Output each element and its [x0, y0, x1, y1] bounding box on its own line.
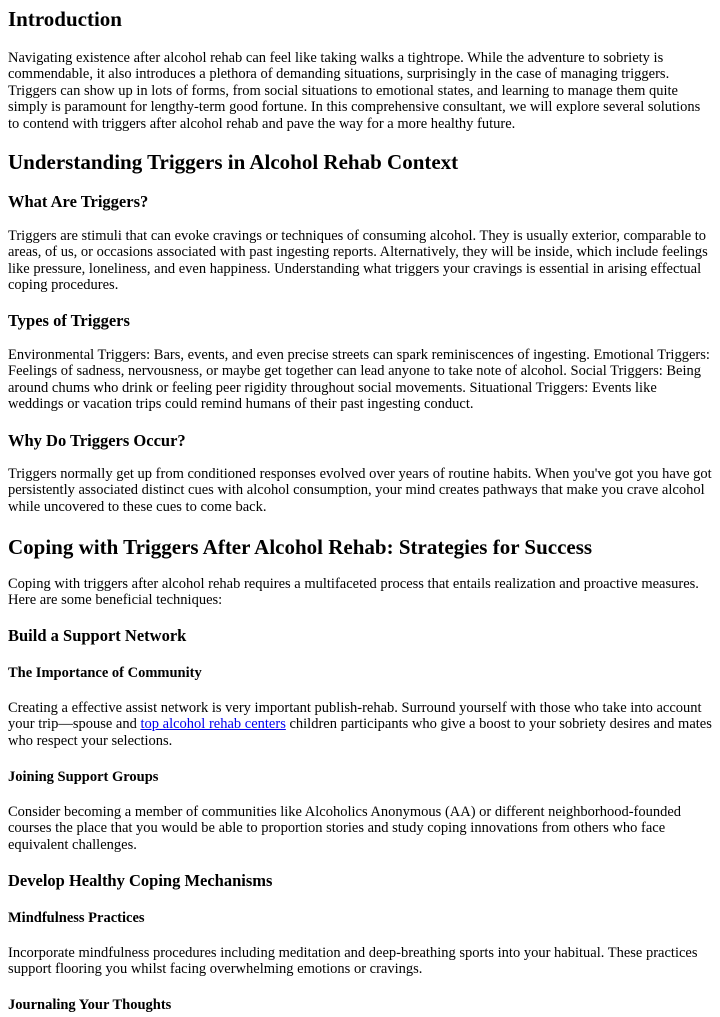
paragraph-what-are-triggers: Triggers are stimuli that can evoke cravings or techniques of consuming alcohol. They is usually exterior, comparable to areas, of us, or occasions associated with past ingesting reports. Alternatively, they will be inside, which include feelings like pressure, loneliness, and even happiness. Understanding what triggers your cravings is essential in arising effectual coping procedures. [8, 228, 708, 294]
heading-mindfulness-practices: Mindfulness Practices [8, 910, 145, 926]
heading-what-are-triggers: What Are Triggers? [8, 192, 149, 211]
community-text-before: Creating a effective assist network is very important publish-rehab. Surround yourself with those who take into account your trip—spouse and [8, 700, 702, 733]
heading-coping-strategies: Coping with Triggers After Alcohol Rehab: Strategies for Success [8, 535, 593, 559]
paragraph-types-of-triggers: Environmental Triggers: Bars, events, and even precise streets can spark reminiscences of ingesting. Emotional Triggers: Feelings of sadness, nervousness, or maybe get together can lead anyone to take note of alcohol. Social Triggers: Being around chums who drink or feeling peer rigidity throughout social movements. Situational Triggers: Events like weddings or vacation trips could remind humans of their past ingesting conduct. [8, 347, 710, 413]
paragraph-why-triggers-occur: Triggers normally get up from conditioned responses evolved over years of routine habits. When you've got you have got persistently associated distinct cues with alcohol consumption, your mind creates pathways that make you crave alcohol while uncovered to these cues to come back. [8, 466, 712, 515]
heading-importance-of-community: The Importance of Community [8, 665, 202, 681]
paragraph-coping-strategies: Coping with triggers after alcohol rehab requires a multifaceted process that entails realization and proactive measures. Here are some beneficial techniques: [8, 576, 699, 609]
heading-build-support-network: Build a Support Network [8, 626, 187, 645]
heading-journaling-thoughts: Journaling Your Thoughts [8, 997, 172, 1013]
heading-healthy-coping-mechanisms: Develop Healthy Coping Mechanisms [8, 871, 273, 890]
paragraph-mindfulness-practices: Incorporate mindfulness procedures including meditation and deep-breathing sports into your habitual. These practices support flooring you whilst facing overwhelming emotions or cravings. [8, 945, 698, 978]
heading-types-of-triggers: Types of Triggers [8, 311, 130, 330]
heading-introduction: Introduction [8, 7, 122, 31]
link-top-alcohol-rehab-centers[interactable]: top alcohol rehab centers [140, 716, 286, 733]
paragraph-importance-of-community [8, 700, 714, 749]
heading-understanding-triggers: Understanding Triggers in Alcohol Rehab Context [8, 150, 459, 174]
community-text-after: children participants who give a boost to your sobriety desires and mates who respect your selections. [8, 716, 712, 749]
paragraph-joining-support-groups: Consider becoming a member of communities like Alcoholics Anonymous (AA) or different neighborhood-founded courses the place that you would be able to proportion stories and study coping innovations from others who face equivalent challenges. [8, 804, 682, 853]
heading-joining-support-groups: Joining Support Groups [8, 769, 159, 785]
heading-why-triggers-occur: Why Do Triggers Occur? [8, 431, 186, 450]
paragraph-introduction: Navigating existence after alcohol rehab can feel like taking walks a tightrope. While the adventure to sobriety is commendable, it also introduces a plethora of demanding situations, surprisingly in the case of managing triggers. Triggers can show up in lots of forms, from social situations to emotional states, and learning to manage them quite simply is paramount for lengthy-term good fortune. In this comprehensive consultant, we will explore several solutions to contend with triggers after alcohol rehab and pave the way for a more healthy future. [8, 50, 701, 132]
